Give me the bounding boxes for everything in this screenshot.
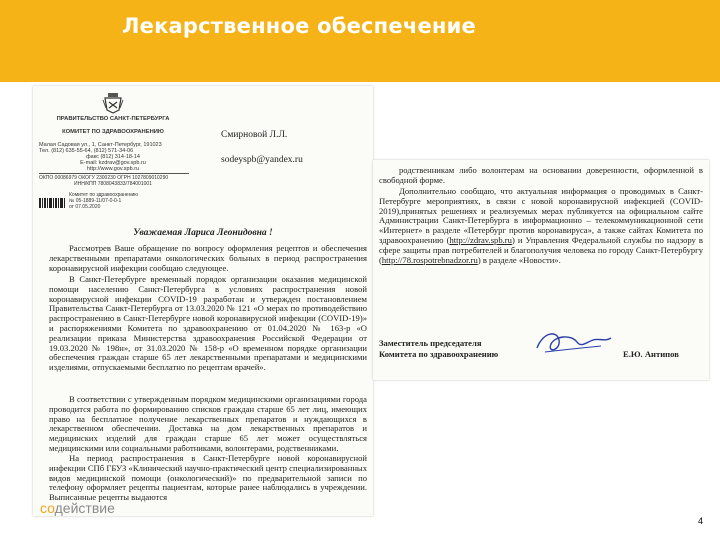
recipient-name: Смирновой Л.Л. xyxy=(221,130,288,140)
letter-page-1 xyxy=(33,86,373,516)
sign-title-1: Заместитель председателя xyxy=(379,338,482,348)
salutation: Уважаемая Лариса Леонидовна ! xyxy=(133,228,273,238)
letter-page-2 xyxy=(373,160,709,380)
org-web: http://www.gov.spb.ru xyxy=(86,166,140,172)
letter-paragraph-3: В соответствии с утвержденным порядком медицинскими организациями города проводится работа по формированию списков граждан старше 65 лет лиц, имеющих право на бесплатное получение лекарственных препаратов и нуждающихся в лекарственном обеспечении. Доставка на дом лекарственных препаратов и медицинских изделий для граждан старше 65 лет может осуществляться медицинскими или социальными работниками, волонтерами, родственниками. xyxy=(49,394,367,453)
org-line-1: ПРАВИТЕЛЬСТВО САНКТ-ПЕТЕРБУРГА xyxy=(56,116,170,122)
zdrav-link[interactable]: http://zdrav.spb.ru xyxy=(449,234,512,245)
header-divider xyxy=(39,173,189,174)
org-fax: факс (812) 314-18-14 xyxy=(86,154,140,160)
sodeystvie-logo: содействие xyxy=(40,500,115,516)
title-banner xyxy=(0,0,720,82)
org-phone: Тел. (812) 635-55-64, (812) 571-34-06 xyxy=(39,148,134,154)
org-line-2: КОМИТЕТ ПО ЗДРАВООХРАНЕНИЮ xyxy=(62,129,164,135)
reg-date: от 07.05.2020 xyxy=(69,204,101,210)
letter-paragraph-2: В Санкт-Петербурге временный порядок организации оказания медицинской помощи населению Санкт-Петербурга в условиях распространения новой коронавирусной инфекции COVID-19 разработан и утвержден постановлением Правительства Санкт-Петербурга от 13.03.2020 № 121 «О мерах по противодействию распространению в Санкт-Петербурге новой коронавирусной инфекции (COVID-19)» и распоряжениями Комитета по здравоохранению от 01.04.2020 № 163-р «О реализации приказа Министерства здравоохранения Российской Федерации от 19.03.2020 № 198н», от 31.03.2020 № 158-р «О временном порядке организации обеспечения граждан старше 65 лет лекарственными препаратами и медицинскими изделиями, отпускаемыми бесплатно по рецептам врачей». xyxy=(49,274,367,373)
barcode-icon xyxy=(39,198,67,208)
coat-of-arms-icon xyxy=(101,92,125,114)
org-email: E-mail: kzdrav@gov.spb.ru xyxy=(80,160,146,166)
org-address: Малая Садовая ул., 1, Санкт-Петербург, 191023 xyxy=(39,142,162,148)
reg-label: Комитет по здравоохранению xyxy=(69,192,139,198)
org-codes-1: ОКПО 00086979 ОКОГУ 2300230 ОГРН 1027809010290 xyxy=(39,175,169,181)
sign-title-2: Комитета по здравоохранению xyxy=(379,349,499,359)
reg-number: № 05-1889-11/07-0-0-1 xyxy=(69,198,122,204)
letter-paragraph-4: На период распространения в Санкт-Петербурге новой коронавирусной инфекции СПб ГБУЗ «Клинический научно-практический центр специализированных видов медицинской помощи (онкологический)» по предварительной записи по телефону оформляет рецепты пациентам, которые ранее наблюдались в учреждении. Выписанные рецепты выдаются xyxy=(49,453,367,503)
slide-title: Лекарственное обеспечение xyxy=(122,14,476,38)
signer-name: Е.Ю. Антипов xyxy=(623,349,679,359)
letter-paragraph-1: Рассмотрев Ваше обращение по вопросу оформления рецептов и обеспечения лекарственными препаратами онкологических больных в период распространения коронавирусной инфекции сообщаю следующее. xyxy=(49,243,367,273)
page-number: 4 xyxy=(698,516,704,526)
rospotrebnadzor-link[interactable]: http://78.rospotrebnadzor.ru xyxy=(381,254,478,265)
letter2-paragraph-2: Дополнительно сообщаю, что актуальная информация о проводимых в Санкт-Петербурге мероприятиях, в связи с новой коронавирусной инфекцией (COVID-2019),принятых решениях и реализуемых мерах публикуется на официальном сайте Администрации Санкт-Петербурга в информационно – телекоммуникационной сети «Интернет» в разделе «Петербург против коронавируса», а также сайтах Комитета по здравоохранению (http://zdrav.spb.ru) и Управления Федеральной службы по надзору в сфере защиты прав потребителей и благополучия человека по городу Санкт-Петербургу (http://78.rospotrebnadzor.ru) в разделе «Новости». xyxy=(379,186,703,265)
letter2-paragraph-1: родственникам либо волонтерам на основании доверенности, оформленной в свободной форме. xyxy=(379,165,703,185)
recipient-email: sodeyspb@yandex.ru xyxy=(221,155,303,165)
signature-icon xyxy=(531,328,613,358)
org-codes-2: ИНН/КПП 7808043833/784001001 xyxy=(74,181,152,187)
